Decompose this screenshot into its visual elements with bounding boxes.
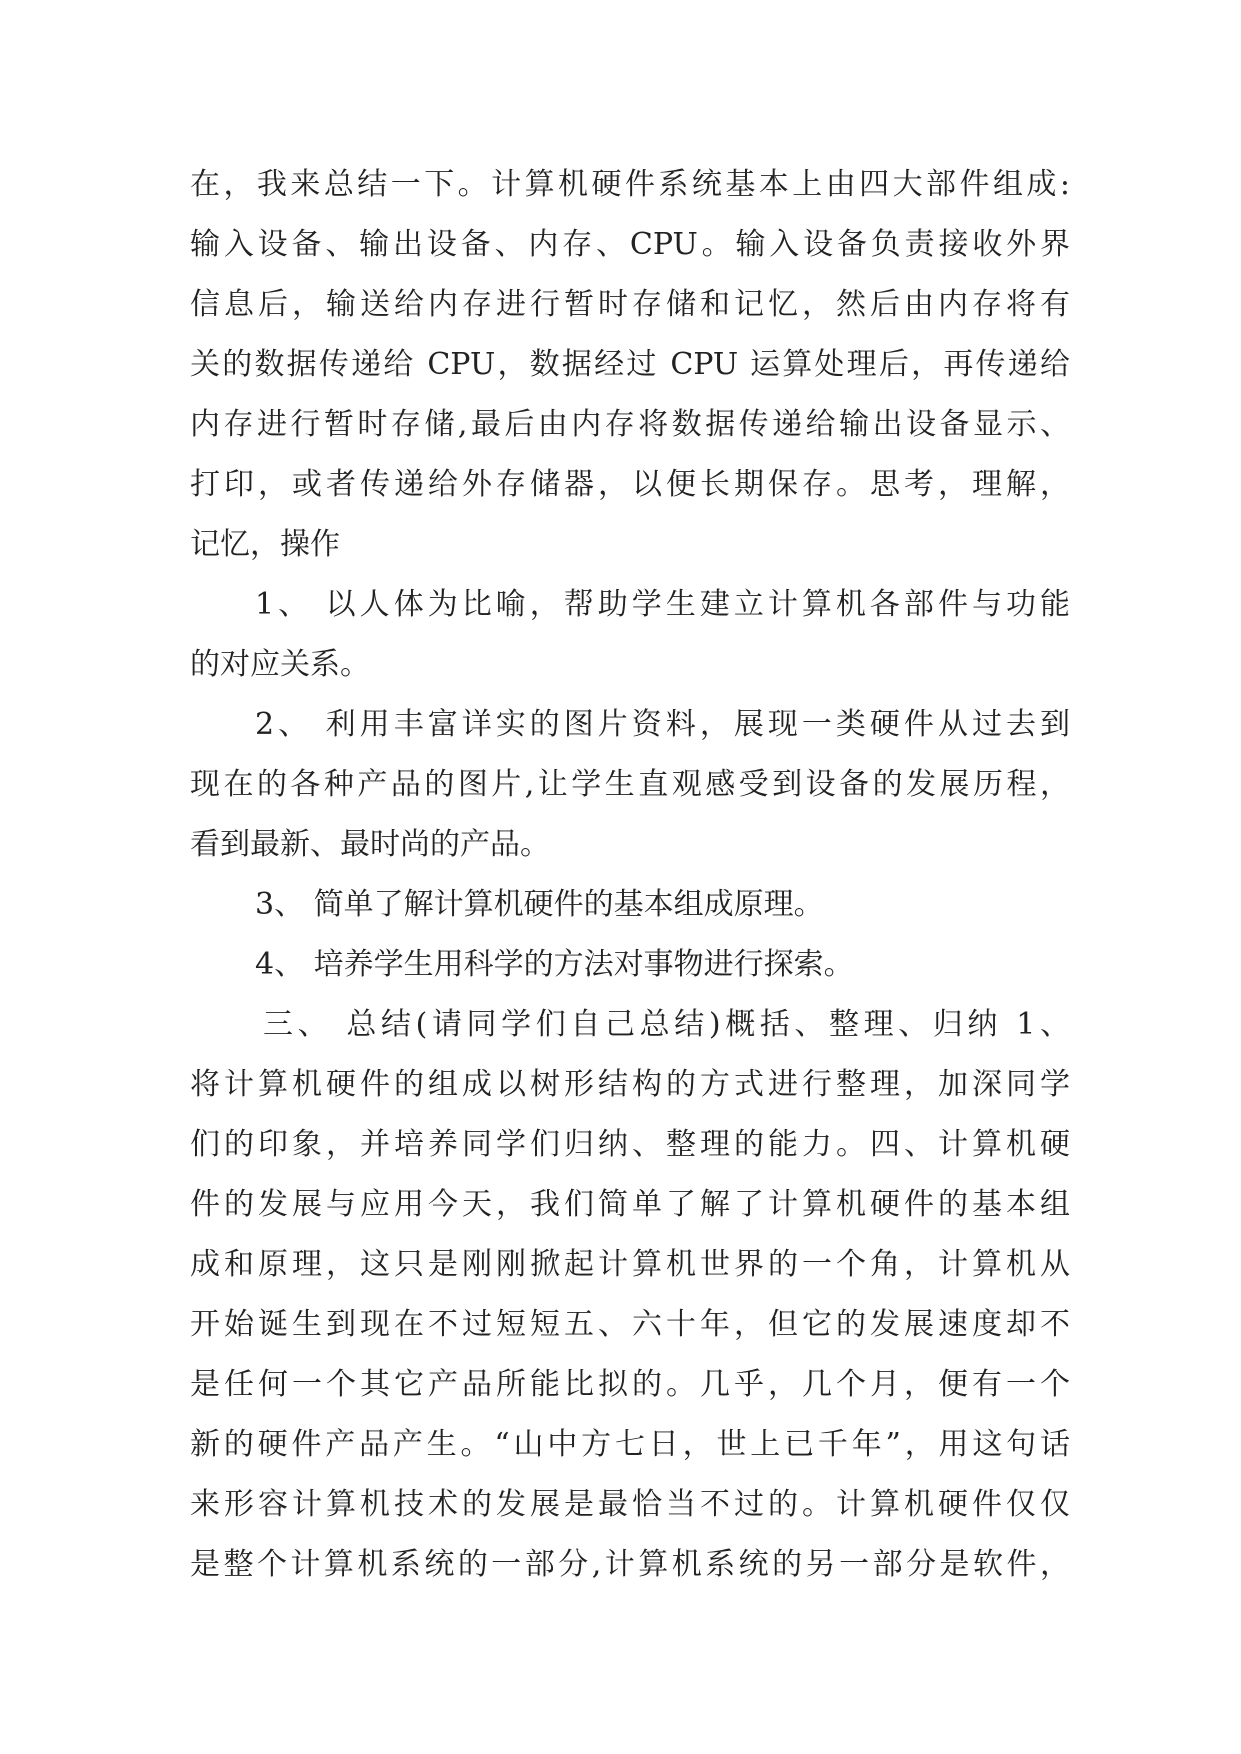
list-item-2-line: 2、 利用丰富详实的图片资料，展现一类硬件从过去到 [255,707,1070,742]
text-line: 信息后，输送给内存进行暂时存储和记忆，然后由内存将有 [190,287,1070,322]
list-item-3-line: 3、 简单了解计算机硬件的基本组成原理。 [255,887,824,922]
text-line: 关的数据传递给 CPU，数据经过 CPU 运算处理后，再传递给 [190,347,1070,382]
text-line: 开始诞生到现在不过短短五、六十年，但它的发展速度却不 [190,1307,1070,1342]
list-item-1-line: 1、 以人体为比喻，帮助学生建立计算机各部件与功能 [255,587,1070,622]
text-line: 输入设备、输出设备、内存、CPU。输入设备负责接收外界 [190,227,1070,262]
text-line: 新的硬件产品产生。“山中方七日，世上已千年”，用这句话 [190,1427,1070,1462]
text-line: 的对应关系。 [190,647,370,682]
text-line: 内存进行暂时存储,最后由内存将数据传递给输出设备显示、 [190,407,1070,442]
text-line: 成和原理，这只是刚刚掀起计算机世界的一个角，计算机从 [190,1247,1070,1282]
text-line: 来形容计算机技术的发展是最恰当不过的。计算机硬件仅仅 [190,1487,1070,1522]
text-line: 件的发展与应用今天，我们简单了解了计算机硬件的基本组 [190,1187,1070,1222]
text-line: 是整个计算机系统的一部分,计算机系统的另一部分是软件， [190,1547,1070,1582]
text-line: 看到最新、最时尚的产品。 [190,827,550,862]
text-line: 将计算机硬件的组成以树形结构的方式进行整理，加深同学 [190,1067,1070,1102]
list-item-4-line: 4、 培养学生用科学的方法对事物进行探索。 [255,947,854,982]
section-heading-line: 三、 总结(请同学们自己总结)概括、整理、归纳 1、 [263,1007,1070,1042]
text-line: 现在的各种产品的图片,让学生直观感受到设备的发展历程， [190,767,1070,802]
text-line: 们的印象，并培养同学们归纳、整理的能力。四、计算机硬 [190,1127,1070,1162]
text-line: 记忆，操作 [190,527,340,562]
text-line: 打印，或者传递给外存储器，以便长期保存。思考，理解， [190,467,1070,502]
text-line: 是任何一个其它产品所能比拟的。几乎，几个月，便有一个 [190,1367,1070,1402]
text-line: 在，我来总结一下。计算机硬件系统基本上由四大部件组成: [190,167,1070,202]
